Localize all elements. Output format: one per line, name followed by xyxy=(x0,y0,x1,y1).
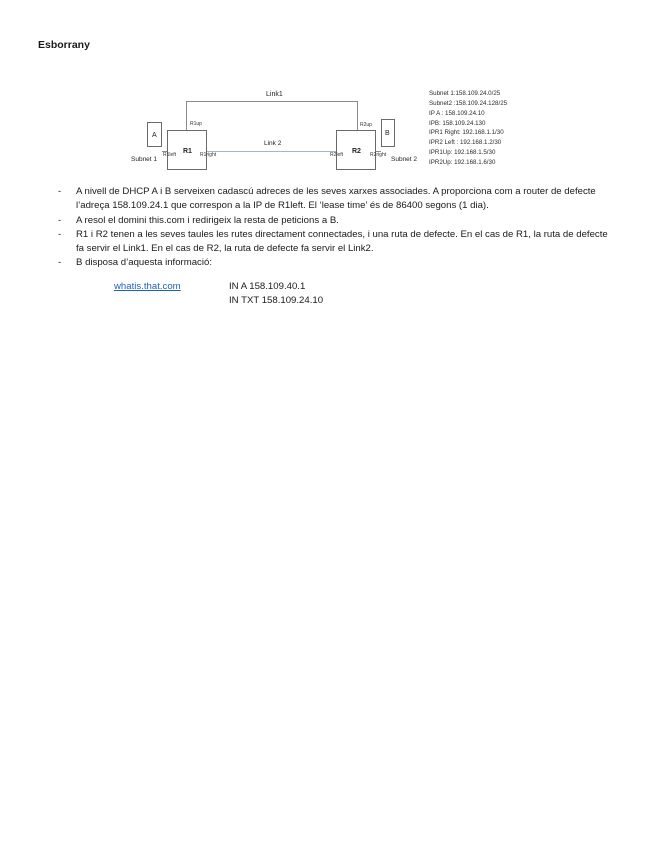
list-item-text: R1 i R2 tenen a les seves taules les rutes directament connectades, i una ruta de defecte. En el cas de R1, la ruta de defecte fa servir el Link1. En el cas de R2, la ruta de defecte fa servir el Link2. xyxy=(76,228,608,255)
list-item-text: A nivell de DHCP A i B serveixen cadascú adreces de les seves xarxes associades. A proporciona com a router de defecte l’adreça 158.109.24.1 que correspon a la IP de R1left. El ‘lease time’ és de 86400 segons (1 dia). xyxy=(76,186,596,212)
info-line: IPR1 Right: 192.168.1.1/30 xyxy=(429,129,504,137)
info-line: IPR1Up: 192.168.1.5/30 xyxy=(429,149,496,157)
host-b-link xyxy=(376,151,381,152)
r2up-label: R2up xyxy=(360,122,372,128)
list-item xyxy=(58,185,618,214)
subnet1-label: Subnet 1 xyxy=(131,156,158,163)
info-line: IPB: 158.109.24.130 xyxy=(429,119,486,127)
info-line: Subnet 1:158.109.24.0/25 xyxy=(429,90,501,97)
host-a-box xyxy=(147,122,162,147)
r1up-label: R1up xyxy=(190,121,202,127)
dns-record-a: IN A 158.109.40.1 xyxy=(229,281,306,292)
bullet-list xyxy=(58,185,618,271)
link1-line xyxy=(186,101,357,102)
list-item-text: A resol el domini this.com i redirigeix la resta de peticions a B. xyxy=(76,214,339,226)
host-b-label: B xyxy=(385,130,390,137)
info-line: IP A : 158.109.24.10 xyxy=(429,109,485,117)
subnet2-label: Subnet 2 xyxy=(391,156,418,163)
router-r1-box xyxy=(167,130,207,170)
router-r2-box xyxy=(336,130,376,170)
link2-line xyxy=(207,151,338,152)
info-line: IPR2 Left : 192.168.1.2/30 xyxy=(429,139,502,147)
list-item xyxy=(58,256,618,270)
list-item xyxy=(58,214,618,228)
r2left-label: R2left xyxy=(330,152,344,158)
router-r1-label: R1 xyxy=(183,148,192,155)
info-line: IPR2Up: 192.168.1.6/30 xyxy=(429,158,496,166)
link1-label: Link1 xyxy=(266,91,283,98)
r1left-label: R1left xyxy=(163,152,177,158)
bullet-dash: - xyxy=(58,214,62,226)
dns-record-txt: IN TXT 158.109.24.10 xyxy=(229,295,324,306)
r2right-label: R2right xyxy=(370,152,387,158)
host-a-label: A xyxy=(152,132,157,139)
link2-label: Link 2 xyxy=(264,140,282,147)
link1-left-vertical xyxy=(186,101,187,131)
info-line: Subnet2 :158.109.24.128/25 xyxy=(429,99,508,107)
link1-right-vertical xyxy=(357,101,358,130)
bullet-dash: - xyxy=(58,257,62,269)
bullet-dash: - xyxy=(58,228,62,240)
router-r2-label: R2 xyxy=(352,148,361,155)
list-item-text: B disposa d’aquesta informació: xyxy=(76,257,212,269)
addressing-info xyxy=(429,89,507,168)
page-title: Esborrany xyxy=(38,39,90,51)
host-b-box xyxy=(381,119,395,147)
list-item xyxy=(58,228,618,257)
bullet-dash: - xyxy=(58,186,62,197)
domain-link[interactable]: whatis.that.com xyxy=(114,281,181,292)
r1right-label: R1right xyxy=(200,152,217,158)
